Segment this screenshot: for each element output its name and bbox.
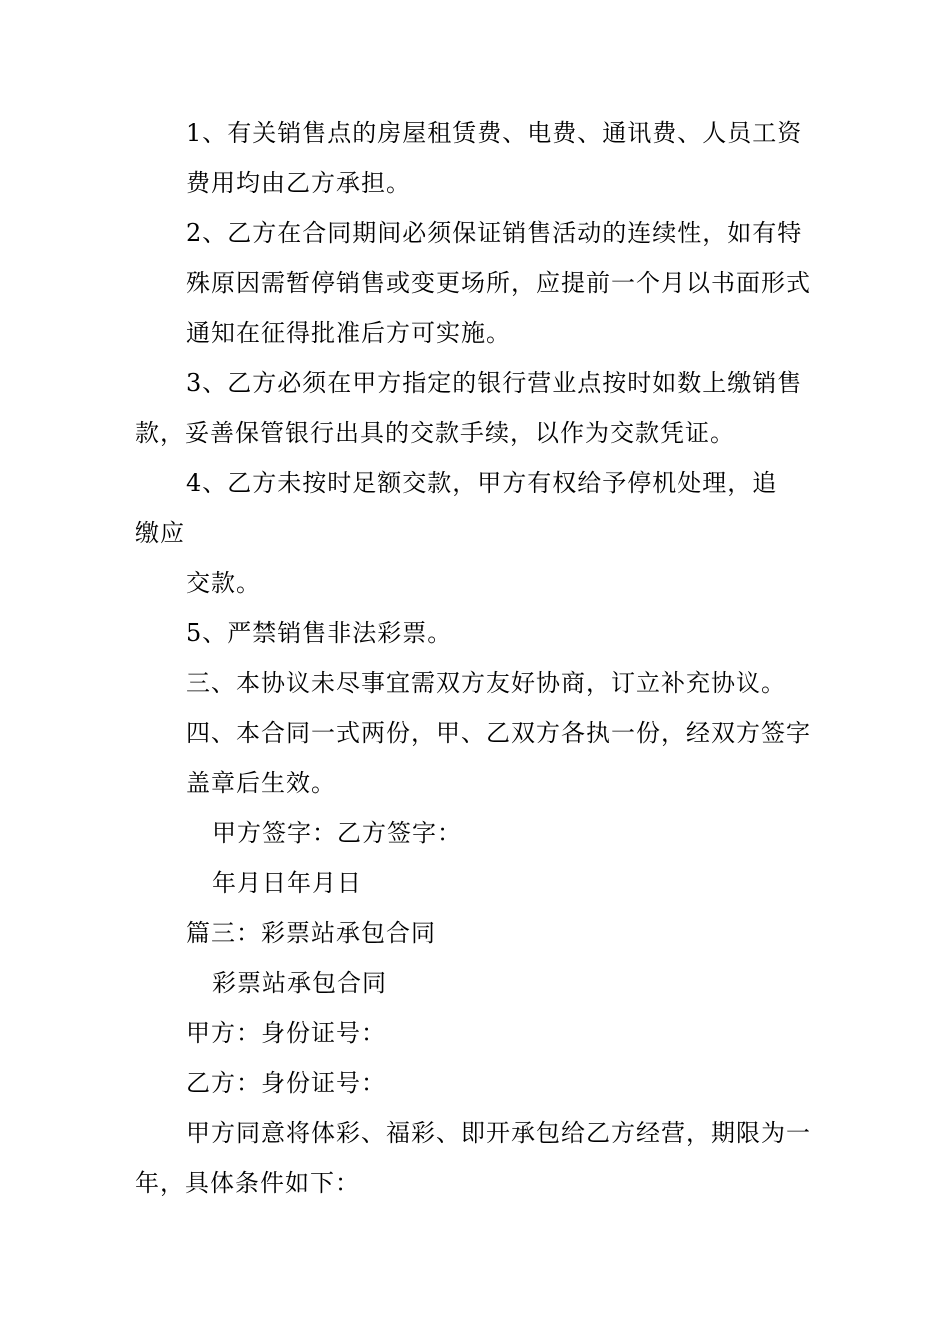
date-line: 年月日年月日 xyxy=(212,869,362,897)
clause-5-line-1: 5、严禁销售非法彩票。 xyxy=(186,619,453,647)
clause-4-line-3: 交款。 xyxy=(186,569,261,597)
party-a-line: 甲方：身份证号： xyxy=(186,1019,386,1047)
party-b-line: 乙方：身份证号： xyxy=(186,1069,386,1097)
clause-2-line-3: 通知在征得批准后方可实施。 xyxy=(186,319,511,347)
section-3-line-1: 三、本协议未尽事宜需双方友好协商，订立补充协议。 xyxy=(186,669,786,697)
section-4-line-1: 四、本合同一式两份，甲、乙双方各执一份，经双方签字 xyxy=(186,719,811,747)
signature-line: 甲方签字：乙方签字： xyxy=(212,819,462,847)
clause-4-line-1: 4、乙方未按时足额交款，甲方有权给予停机处理，追 xyxy=(186,469,778,497)
clause-2-line-1: 2、乙方在合同期间必须保证销售活动的连续性，如有特 xyxy=(186,219,803,247)
clause-1-line-1: 1、有关销售点的房屋租赁费、电费、通讯费、人员工资 xyxy=(186,119,803,147)
section-4-line-2: 盖章后生效。 xyxy=(186,769,336,797)
clause-3-line-1: 3、乙方必须在甲方指定的银行营业点按时如数上缴销售 xyxy=(186,369,803,397)
contract-title: 彩票站承包合同 xyxy=(212,969,387,997)
chapter-heading: 篇三：彩票站承包合同 xyxy=(186,919,436,947)
intro-line-2: 年，具体条件如下： xyxy=(135,1169,360,1197)
intro-line-1: 甲方同意将体彩、福彩、即开承包给乙方经营，期限为一 xyxy=(186,1119,811,1147)
clause-2-line-2: 殊原因需暂停销售或变更场所，应提前一个月以书面形式 xyxy=(186,269,811,297)
clause-4-line-2: 缴应 xyxy=(135,519,185,547)
clause-1-line-2: 费用均由乙方承担。 xyxy=(186,169,411,197)
clause-3-line-2: 款，妥善保管银行出具的交款手续，以作为交款凭证。 xyxy=(135,419,735,447)
